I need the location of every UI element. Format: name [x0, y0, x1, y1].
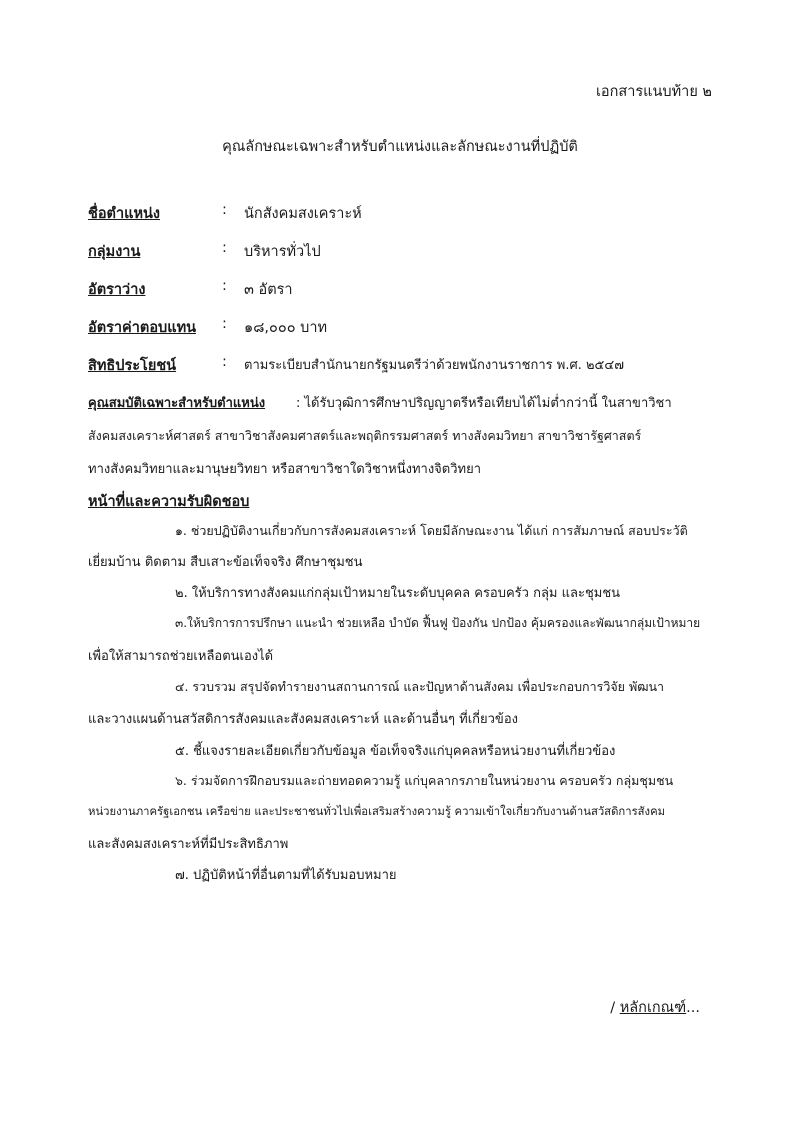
field-label-position: ชื่อตำแหน่ง [88, 206, 161, 222]
qualification-line: ทางสังคมวิทยาและมานุษยวิทยา หรือสาขาวิชาใดวิชาหนึ่งทางจิตวิทยา [88, 462, 482, 477]
footer-suffix: ... [686, 1000, 700, 1016]
field-value-salary: ๑๘,๐๐๐ บาท [244, 320, 328, 336]
field-colon: : [222, 202, 227, 218]
footer-prefix: / [610, 1000, 620, 1016]
duty-item: ๕. ชี้แจงรายละเอียดเกี่ยวกับข้อมูล ข้อเท็จจริงแก่บุคคลหรือหน่วยงานที่เกี่ยวข้อง [175, 744, 616, 759]
attachment-label: เอกสารแนบท้าย ๒ [595, 84, 712, 100]
footer-next-section: หลักเกณฑ์ [619, 1000, 687, 1016]
field-label-vacancy: อัตราว่าง [88, 282, 146, 298]
duty-item: ๓.ให้บริการการปรึกษา แนะนำ ช่วยเหลือ บำบัด ฟื้นฟู ป้องกัน ปกป้อง คุ้มครองและพัฒนากลุ่มเป้าหมาย [175, 616, 701, 630]
qualification-heading: คุณสมบัติเฉพาะสำหรับตำแหน่ง [88, 396, 266, 411]
field-value-group: บริหารทั่วไป [244, 244, 321, 260]
duty-item-cont: หน่วยงานภาครัฐเอกชน เครือข่าย และประชาชนทั่วไปเพื่อเสริมสร้างความรู้ ความเข้าใจเกี่ยวกับงานด้านสวัสดิการสังคม [88, 805, 666, 818]
field-colon: : [222, 354, 227, 370]
field-colon: : [222, 278, 227, 294]
duty-item-cont: เพื่อให้สามารถช่วยเหลือตนเองได้ [88, 649, 274, 664]
field-label-salary: อัตราค่าตอบแทน [88, 320, 197, 336]
duty-item: ๖. ร่วมจัดการฝึกอบรมและถ่ายทอดความรู้ แก่บุคลากรภายในหน่วยงาน ครอบครัว กลุ่มชุมชน [175, 773, 674, 788]
field-value-position: นักสังคมสงเคราะห์ [244, 206, 362, 222]
duty-item-cont: เยี่ยมบ้าน ติดตาม สืบเสาะข้อเท็จจริง ศึกษาชุมชน [88, 555, 363, 570]
field-colon: : [222, 240, 227, 256]
field-value-benefits: ตามระเบียบสำนักนายกรัฐมนตรีว่าด้วยพนักงานราชการ พ.ศ. ๒๕๔๗ [244, 358, 624, 373]
duties-heading: หน้าที่และความรับผิดชอบ [88, 494, 250, 510]
duty-item: ๒. ให้บริการทางสังคมแก่กลุ่มเป้าหมายในระดับบุคคล ครอบครัว กลุ่ม และชุมชน [175, 586, 621, 601]
field-label-benefits: สิทธิประโยชน์ [88, 358, 177, 374]
continuation-footer [610, 996, 700, 1019]
duty-item: ๑. ช่วยปฏิบัติงานเกี่ยวกับการสังคมสงเคราะห์ โดยมีลักษณะงาน ได้แก่ การสัมภาษณ์ สอบประวัติ [175, 523, 688, 538]
duty-item: ๗. ปฏิบัติหน้าที่อื่นตามที่ได้รับมอบหมาย [175, 868, 397, 883]
qualification-line: สังคมสงเคราะห์ศาสตร์ สาขาวิชาสังคมศาสตร์และพฤติกรรมศาสตร์ ทางสังคมวิทยา สาขาวิชารัฐศาสตร์ [88, 428, 642, 443]
duty-item-cont: และสังคมสงเคราะห์ที่มีประสิทธิภาพ [88, 837, 289, 852]
duty-item-cont: และวางแผนด้านสวัสดิการสังคมและสังคมสงเคราะห์ และด้านอื่นๆ ที่เกี่ยวข้อง [88, 712, 518, 727]
qualification-line: : ได้รับวุฒิการศึกษาปริญญาตรีหรือเทียบได้ไม่ต่ำกว่านี้ ในสาขาวิชา [296, 396, 672, 411]
field-label-group: กลุ่มงาน [88, 244, 141, 260]
page-title: คุณลักษณะเฉพาะสำหรับตำแหน่งและลักษณะงานที่ปฏิบัติ [222, 139, 578, 155]
field-value-vacancy: ๓ อัตรา [244, 282, 293, 298]
duty-item: ๔. รวบรวม สรุปจัดทำรายงานสถานการณ์ และปัญหาด้านสังคม เพื่อประกอบการวิจัย พัฒนา [175, 679, 665, 694]
field-colon: : [222, 316, 227, 332]
